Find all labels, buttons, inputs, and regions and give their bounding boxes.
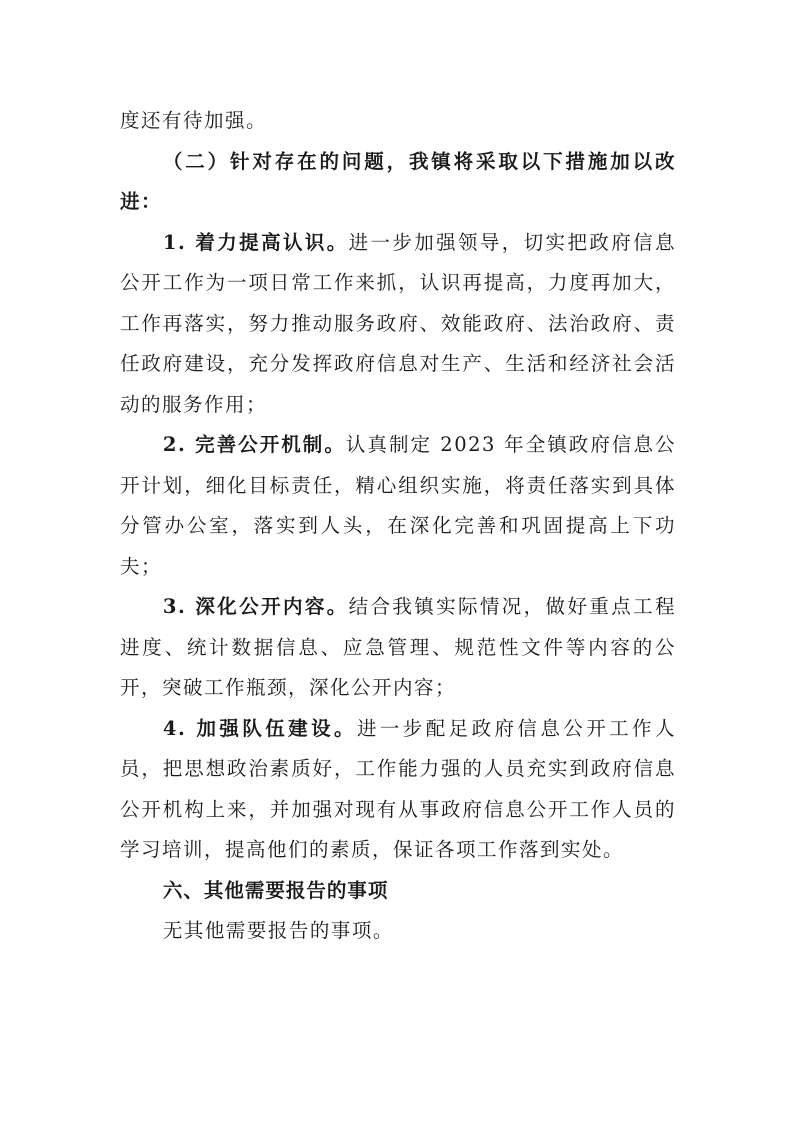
subheading-measures: （二）针对存在的问题，我镇将采取以下措施加以改进： [120, 149, 676, 213]
section-six-body: 无其他需要报告的事项。 [162, 919, 394, 942]
measure-lead-2: 2. 完善公开机制。 [162, 433, 346, 456]
measure-lead-1: 1. 着力提高认识。 [162, 230, 349, 254]
continuation-paragraph: 度还有待加强。 [120, 109, 268, 132]
measure-paragraph-2 [120, 425, 676, 587]
measure-paragraph-1 [120, 223, 676, 426]
measure-body-3: 结合我镇实际情况，做好重点工程进度、统计数据信息、应急管理、规范性文件等内容的公开，突破工作瓶颈，深化公开内容； [120, 595, 676, 699]
measure-lead-3: 3. 深化公开内容。 [162, 595, 349, 618]
measure-body-4: 进一步配足政府信息公开工作人员，把思想政治素质好，工作能力强的人员充实到政府信息公开机构上来，并加强对现有从事政府信息公开工作人员的学习培训，提高他们的素质，保证各项工作落到实处。 [120, 716, 676, 861]
measure-body-1: 进一步加强领导，切实把政府信息公开工作为一项日常工作来抓，认识再提高，力度再加大，工作再落实，努力推动服务政府、效能政府、法治政府、责任政府建设，充分发挥政府信息对生产、生活和经济社会活动的服务作用； [120, 230, 676, 416]
measure-paragraph-4 [120, 709, 676, 871]
measure-lead-4: 4. 加强队伍建设。 [162, 716, 357, 740]
measure-paragraph-3 [120, 587, 676, 709]
document-body [120, 101, 676, 952]
section-six-title: 六、其他需要报告的事项 [162, 878, 389, 902]
measure-body-2: 认真制定 2023 年全镇政府信息公开计划，细化目标责任，精心组织实施，将责任落实到具体分管办公室，落实到人头，在深化完善和巩固提高上下功夫； [120, 433, 676, 578]
